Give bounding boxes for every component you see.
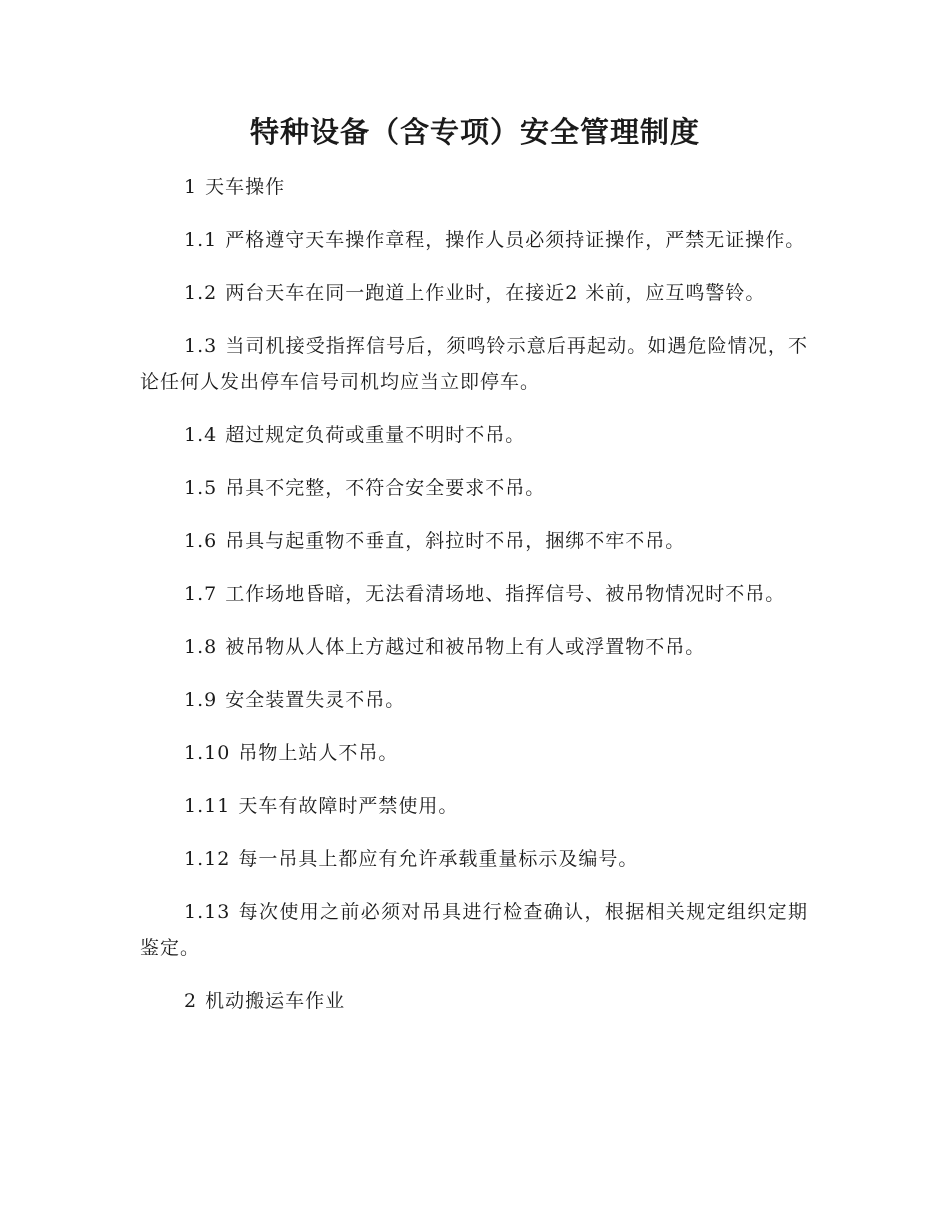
- paragraph: [140, 894, 808, 966]
- paragraph-text: 工作场地昏暗，无法看清场地、指挥信号、被吊物情况时不吊。: [225, 583, 786, 605]
- paragraph: [140, 275, 808, 311]
- paragraph-text: 被吊物从人体上方越过和被吊物上有人或浮置物不吊。: [225, 636, 706, 658]
- section-number: 1.9: [184, 689, 218, 711]
- section-number: 1.1: [184, 229, 218, 251]
- paragraph-text: 机动搬运车作业: [205, 990, 346, 1012]
- paragraph-text: 天车有故障时严禁使用。: [238, 795, 459, 817]
- document-title: 特种设备（含专项）安全管理制度: [249, 115, 700, 149]
- paragraph-text: 吊具与起重物不垂直，斜拉时不吊，捆绑不牢不吊。: [225, 530, 686, 552]
- paragraph: [140, 328, 808, 400]
- paragraph-text: 安全装置失灵不吊。: [225, 689, 406, 711]
- paragraph: [140, 629, 808, 665]
- section-number: 1.7: [184, 583, 218, 605]
- paragraph-text: 吊物上站人不吊。: [238, 742, 399, 764]
- paragraph: [140, 417, 808, 453]
- section-number: 1.13: [184, 901, 231, 923]
- section-number: 1.8: [184, 636, 218, 658]
- paragraph: [140, 735, 808, 771]
- paragraph-text: 超过规定负荷或重量不明时不吊。: [225, 424, 526, 446]
- section-number: 1.2: [184, 282, 218, 304]
- paragraph-text: 两台天车在同一跑道上作业时，在接近2 米前，应互鸣警铃。: [225, 282, 766, 304]
- section-number: 1: [184, 176, 198, 198]
- paragraph: [140, 841, 808, 877]
- section-number: 1.6: [184, 530, 218, 552]
- paragraph: [140, 222, 808, 258]
- paragraph: [140, 576, 808, 612]
- section-number: 1.12: [184, 848, 231, 870]
- paragraph: [140, 470, 808, 506]
- paragraph: [140, 983, 808, 1019]
- document-body: [140, 169, 808, 1036]
- paragraph-text: 每一吊具上都应有允许承载重量标示及编号。: [238, 848, 639, 870]
- section-number: 2: [184, 990, 198, 1012]
- paragraph: [140, 523, 808, 559]
- paragraph-text: 当司机接受指挥信号后，须鸣铃示意后再起动。如遇危险情况，不论任何人发出停车信号司机均应当立即停车。: [140, 335, 808, 393]
- section-number: 1.3: [184, 335, 218, 357]
- paragraph-text: 严格遵守天车操作章程，操作人员必须持证操作，严禁无证操作。: [225, 229, 806, 251]
- paragraph-text: 吊具不完整，不符合安全要求不吊。: [225, 477, 546, 499]
- section-number: 1.5: [184, 477, 218, 499]
- paragraph: [140, 169, 808, 205]
- paragraph-text: 天车操作: [205, 176, 286, 198]
- section-number: 1.10: [184, 742, 231, 764]
- paragraph: [140, 682, 808, 718]
- section-number: 1.4: [184, 424, 218, 446]
- section-number: 1.11: [184, 795, 231, 817]
- paragraph-text: 每次使用之前必须对吊具进行检查确认，根据相关规定组织定期鉴定。: [140, 901, 808, 959]
- paragraph: [140, 788, 808, 824]
